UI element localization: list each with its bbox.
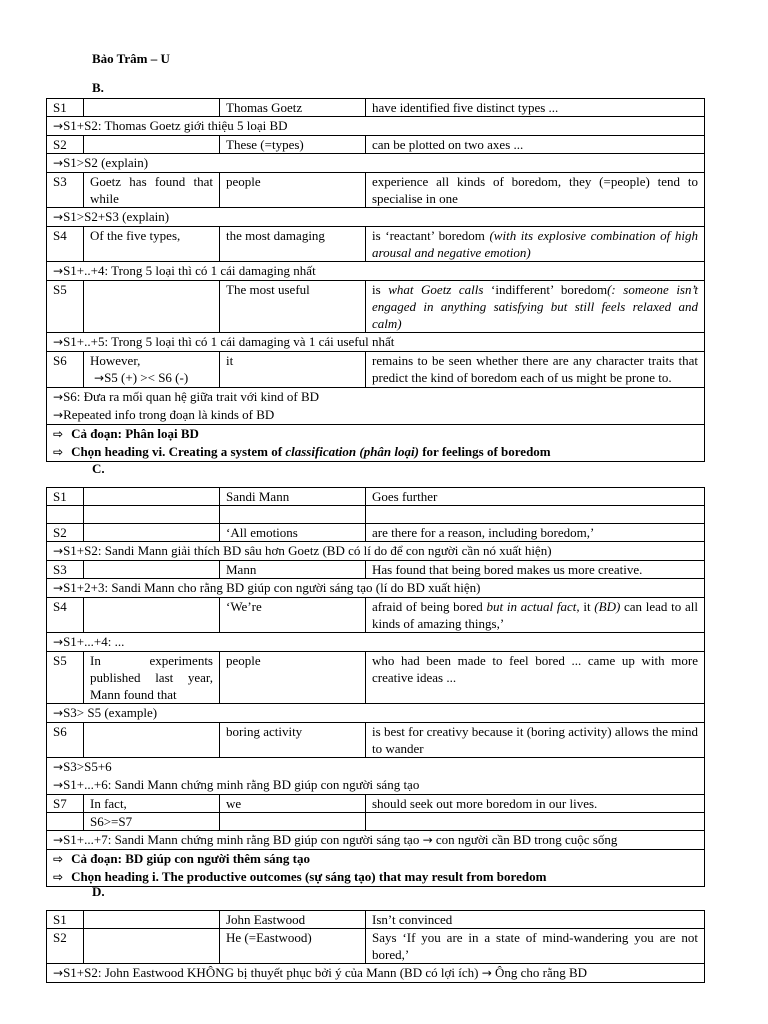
sentence-predicate: are there for a reason, including boredom,’ xyxy=(366,524,705,542)
arrow-icon: → xyxy=(53,210,64,224)
arrow-icon: → xyxy=(53,778,64,792)
note-text: Ông cho rằng BD xyxy=(491,965,588,980)
sentence-intro xyxy=(84,488,220,506)
sentence-intro xyxy=(84,524,220,542)
sentence-predicate: should seek out more boredom in our lives. xyxy=(366,795,705,813)
sentence-predicate: Goes further xyxy=(366,488,705,506)
section-c-heading: C. xyxy=(92,461,105,476)
sentence-id: S2 xyxy=(47,136,84,154)
arrow-icon: → xyxy=(53,156,64,170)
sentence-predicate: Has found that being bored makes us more creative. xyxy=(366,561,705,579)
note-text: S1+...+7: Sandi Mann chứng minh rằng BD giúp con người sáng tạo xyxy=(63,832,423,847)
note-text: S1+..+4: Trong 5 loại thì có 1 cái damaging nhất xyxy=(63,263,316,278)
table-section-b xyxy=(46,98,705,462)
sentence-id: S7 xyxy=(47,795,84,813)
sentence-subject: boring activity xyxy=(220,723,366,758)
sentence-id: S1 xyxy=(47,99,84,117)
note-row xyxy=(47,831,705,850)
note-text: S1+2+3: Sandi Mann cho rằng BD giúp con người sáng tạo (lí do BD xuất hiện) xyxy=(63,580,481,595)
note-row xyxy=(47,704,705,723)
note-text: S1+...+4: ... xyxy=(63,634,125,649)
sentence-id: S5 xyxy=(47,652,84,704)
sentence-id: S4 xyxy=(47,227,84,262)
note-row xyxy=(47,333,705,352)
sentence-id: S2 xyxy=(47,524,84,542)
sentence-subject: These (=types) xyxy=(220,136,366,154)
table-row xyxy=(47,136,705,154)
sentence-predicate: remains to be seen whether there are any character traits that predict the kind of boredom each of us might be prone to. xyxy=(366,352,705,388)
sentence-id: S1 xyxy=(47,911,84,929)
hollow-arrow-icon: ⇨ xyxy=(53,870,64,884)
table-row xyxy=(47,352,705,388)
sentence-intro: In fact, xyxy=(84,795,220,813)
note-row xyxy=(47,633,705,652)
sentence-predicate: experience all kinds of boredom, they (=people) tend to specialise in one xyxy=(366,173,705,208)
sentence-subject: we xyxy=(220,795,366,813)
sentence-predicate: is what Goetz calls ‘indifferent’ boredom(: someone isn’t engaged in anything satisfying but still feels relaxed and calm) xyxy=(366,281,705,333)
sentence-subject: people xyxy=(220,173,366,208)
sentence-intro xyxy=(84,723,220,758)
note-row xyxy=(47,579,705,598)
sentence-subject: it xyxy=(220,352,366,388)
relation-note: S6>=S7 xyxy=(84,813,220,831)
summary-text: Cả đoạn: BD giúp con người thêm sáng tạo xyxy=(71,851,310,866)
sentence-intro xyxy=(84,136,220,154)
sentence-subject: people xyxy=(220,652,366,704)
arrow-icon: → xyxy=(422,833,433,847)
note-text: S1>S2 (explain) xyxy=(63,155,149,170)
sentence-id: S4 xyxy=(47,598,84,633)
table-section-d xyxy=(46,910,705,983)
sentence-intro xyxy=(84,99,220,117)
table-row xyxy=(47,911,705,929)
table-section-c xyxy=(46,487,705,887)
sentence-predicate: can be plotted on two axes ... xyxy=(366,136,705,154)
sentence-predicate: have identified five distinct types ... xyxy=(366,99,705,117)
table-row xyxy=(47,723,705,758)
sentence-subject: John Eastwood xyxy=(220,911,366,929)
note-text: S1+S2: John Eastwood KHÔNG bị thuyết phục bởi ý của Mann (BD có lợi ích) xyxy=(63,965,482,980)
note-text: Repeated info trong đoạn là kinds of BD xyxy=(63,407,275,422)
sentence-subject: He (=Eastwood) xyxy=(220,929,366,964)
sentence-id: S5 xyxy=(47,281,84,333)
hollow-arrow-icon: ⇨ xyxy=(53,445,64,459)
summary-row xyxy=(47,850,705,887)
sentence-id: S6 xyxy=(47,352,84,388)
table-row xyxy=(47,173,705,208)
note-row xyxy=(47,388,705,425)
sentence-id: S3 xyxy=(47,173,84,208)
note-text: S3>S5+6 xyxy=(63,759,112,774)
table-row xyxy=(47,598,705,633)
note-text: S1+..+5: Trong 5 loại thì có 1 cái damaging và 1 cái useful nhất xyxy=(63,334,395,349)
arrow-icon: → xyxy=(53,833,64,847)
table-row xyxy=(47,99,705,117)
table-row xyxy=(47,227,705,262)
sentence-predicate: who had been made to feel bored ... came up with more creative ideas ... xyxy=(366,652,705,704)
sentence-predicate: is ‘reactant’ boredom (with its explosive combination of high arousal and negative emotion) xyxy=(366,227,705,262)
sentence-intro xyxy=(84,598,220,633)
hollow-arrow-icon: ⇨ xyxy=(53,427,64,441)
sentence-id: S3 xyxy=(47,561,84,579)
note-row xyxy=(47,542,705,561)
sentence-intro xyxy=(84,911,220,929)
note-text: S1+S2: Sandi Mann giải thích BD sâu hơn Goetz (BD có lí do để con người cần nó xuất hiện) xyxy=(63,543,552,558)
sentence-intro xyxy=(84,281,220,333)
sentence-id: S1 xyxy=(47,488,84,506)
arrow-icon: → xyxy=(53,390,64,404)
arrow-icon: → xyxy=(94,371,105,385)
sentence-intro: However, →S5 (+) >< S6 (-) xyxy=(84,352,220,388)
table-row xyxy=(47,281,705,333)
sentence-intro: Of the five types, xyxy=(84,227,220,262)
author-line: Bảo Trâm – U xyxy=(92,51,170,66)
section-b-heading: B. xyxy=(92,80,104,95)
arrow-icon: → xyxy=(53,119,64,133)
sentence-subject: The most useful xyxy=(220,281,366,333)
table-row xyxy=(47,795,705,813)
sentence-id: S2 xyxy=(47,929,84,964)
note-text: con người cần BD trong cuộc sống xyxy=(432,832,618,847)
table-row xyxy=(47,561,705,579)
sentence-subject: Thomas Goetz xyxy=(220,99,366,117)
table-row xyxy=(47,813,705,831)
arrow-icon: → xyxy=(53,335,64,349)
note-text: S3> S5 (example) xyxy=(63,705,158,720)
sentence-predicate: Isn’t convinced xyxy=(366,911,705,929)
hollow-arrow-icon: ⇨ xyxy=(53,852,64,866)
arrow-icon: → xyxy=(53,544,64,558)
note-text: S1>S2+S3 (explain) xyxy=(63,209,170,224)
table-row xyxy=(47,652,705,704)
table-row xyxy=(47,929,705,964)
section-d-heading: D. xyxy=(92,884,105,899)
summary-text: Cả đoạn: Phân loại BD xyxy=(71,426,199,441)
note-row xyxy=(47,964,705,983)
summary-row xyxy=(47,425,705,462)
arrow-icon: → xyxy=(53,966,64,980)
table-row xyxy=(47,488,705,506)
sentence-intro xyxy=(84,929,220,964)
note-row xyxy=(47,208,705,227)
arrow-icon: → xyxy=(53,264,64,278)
arrow-icon: → xyxy=(53,706,64,720)
note-row xyxy=(47,117,705,136)
empty-row xyxy=(47,506,705,524)
table-row xyxy=(47,524,705,542)
arrow-icon: → xyxy=(53,408,64,422)
arrow-icon: → xyxy=(53,760,64,774)
note-text: S1+...+6: Sandi Mann chứng minh rằng BD giúp con người sáng tạo xyxy=(63,777,420,792)
sentence-subject: ‘We’re xyxy=(220,598,366,633)
sentence-subject: ‘All emotions xyxy=(220,524,366,542)
heading-choice: Chọn heading vi. Creating a system of classification (phân loại) for feelings of boredom xyxy=(71,444,551,459)
sentence-intro: Goetz has found that while xyxy=(84,173,220,208)
sentence-predicate: afraid of being bored but in actual fact, it (BD) can lead to all kinds of amazing things,’ xyxy=(366,598,705,633)
sentence-predicate: Says ‘If you are in a state of mind-wandering you are not bored,’ xyxy=(366,929,705,964)
sentence-predicate: is best for creativy because it (boring activity) allows the mind to wander xyxy=(366,723,705,758)
sentence-subject: the most damaging xyxy=(220,227,366,262)
arrow-icon: → xyxy=(53,581,64,595)
arrow-icon: → xyxy=(53,635,64,649)
note-text: S1+S2: Thomas Goetz giới thiệu 5 loại BD xyxy=(63,118,288,133)
sentence-subject: Mann xyxy=(220,561,366,579)
note-row xyxy=(47,154,705,173)
sentence-id: S6 xyxy=(47,723,84,758)
sentence-subject: Sandi Mann xyxy=(220,488,366,506)
note-row xyxy=(47,758,705,795)
heading-choice: Chọn heading i. The productive outcomes (sự sáng tạo) that may result from boredom xyxy=(71,869,547,884)
sentence-intro: In experiments published last year, Mann found that xyxy=(84,652,220,704)
sentence-intro xyxy=(84,561,220,579)
note-row xyxy=(47,262,705,281)
note-text: S6: Đưa ra mối quan hệ giữa trait với kind of BD xyxy=(63,389,320,404)
arrow-icon: → xyxy=(481,966,492,980)
